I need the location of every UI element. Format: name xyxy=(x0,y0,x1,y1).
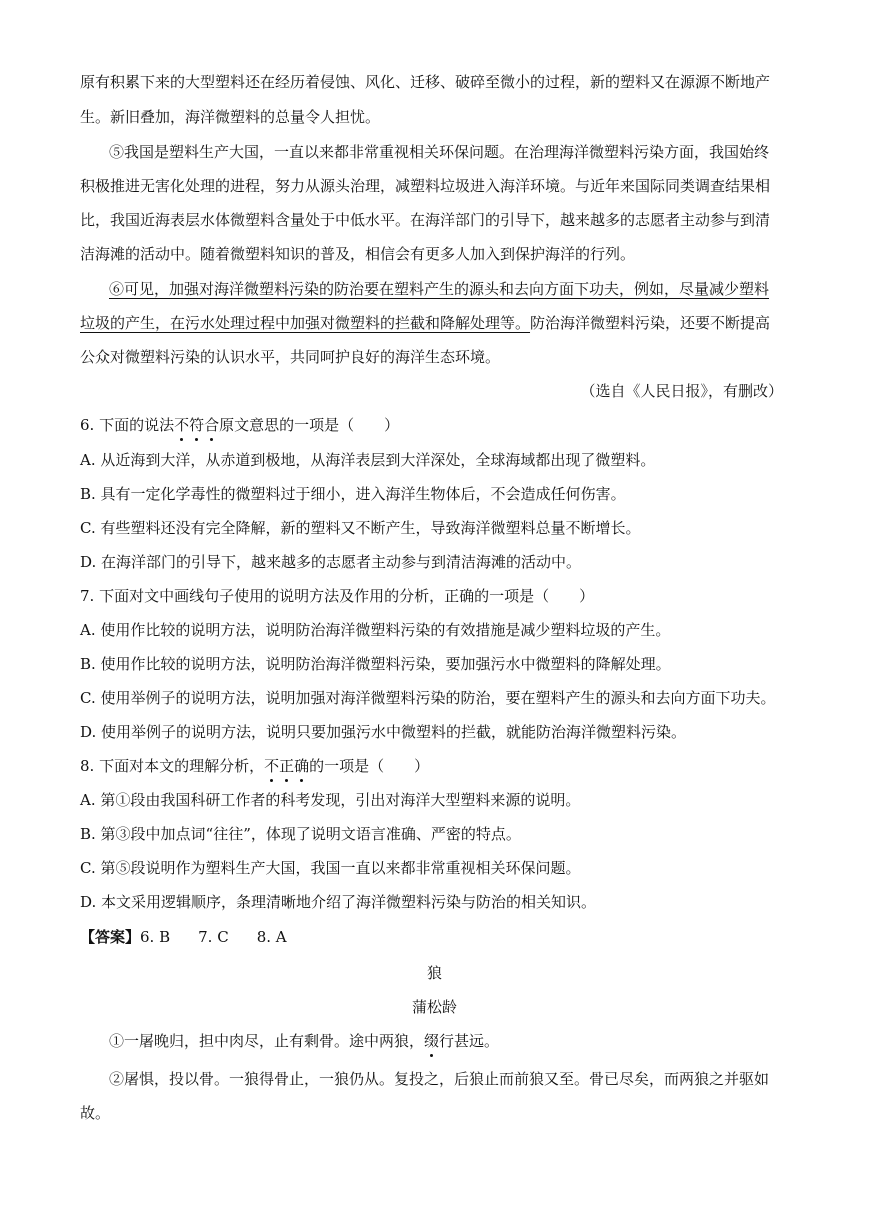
paragraph-5-line-1: ⑤我国是塑料生产大国，一直以来都非常重视相关环保问题。在治理海洋微塑料污染方面，我国始终 xyxy=(109,143,770,161)
paragraph-4-line-1: 原有积累下来的大型塑料还在经历着侵蚀、风化、迁移、破碎至微小的过程，新的塑料又在源源不断地产 xyxy=(80,73,771,91)
paragraph-6-line-2-rest: 防治海洋微塑料污染，还要不断提高 xyxy=(530,314,771,332)
question-7-option-d: D. 使用举例子的说明方法，说明只要加强污水中微塑料的拦截，就能防治海洋微塑料污染。 xyxy=(80,723,687,741)
question-6-stem-pre: 6. 下面的说法 xyxy=(80,416,175,434)
answer-label: 【答案】 xyxy=(80,928,141,946)
question-7-option-a: A. 使用作比较的说明方法，说明防治海洋微塑料污染的有效措施是减少塑料垃圾的产生。 xyxy=(80,621,671,639)
question-6-option-c: C. 有些塑料还没有完全降解，新的塑料又不断产生，导致海洋微塑料总量不断增长。 xyxy=(80,519,641,537)
question-6-stem xyxy=(80,414,790,436)
paragraph-6-line-2 xyxy=(80,312,790,334)
question-7-stem: 7. 下面对文中画线句子使用的说明方法及作用的分析，正确的一项是（ ） xyxy=(80,587,595,605)
question-8-stem-post: 的一项是（ ） xyxy=(309,757,430,775)
question-6-stem-post: 原文意思的一项是（ ） xyxy=(219,416,400,434)
emphasis-dot-char: 合 xyxy=(204,416,220,434)
question-7-option-b: B. 使用作比较的说明方法，说明防治海洋微塑料污染，要加强污水中微塑料的降解处理。 xyxy=(80,655,671,673)
source-citation: （选自《人民日报》，有删改） xyxy=(580,382,783,400)
emphasis-dot-char: 符 xyxy=(189,416,205,434)
emphasis-dot-char: 不 xyxy=(174,416,190,434)
paragraph-5-line-4: 洁海滩的活动中。随着微塑料知识的普及，相信会有更多人加入到保护海洋的行列。 xyxy=(80,245,636,263)
question-8-option-c: C. 第⑤段说明作为塑料生产大国，我国一直以来都非常重视相关环保问题。 xyxy=(80,859,581,877)
question-6-option-b: B. 具有一定化学毒性的微塑料过于细小，进入海洋生物体后，不会造成任何伤害。 xyxy=(80,485,626,503)
paragraph-5-line-2: 积极推进无害化处理的进程，努力从源头治理，减塑料垃圾进入海洋环境。与近年来国际同类调查结果相 xyxy=(80,177,771,195)
poem-paragraph-1-pre: ①一屠晚归，担中肉尽，止有剩骨。途中两狼， xyxy=(109,1032,425,1050)
poem-paragraph-2-line-1: ②屠惧，投以骨。一狼得骨止，一狼仍从。复投之，后狼止而前狼又至。骨已尽矣，而两狼之并驱如 xyxy=(109,1070,770,1088)
emphasis-dot-char: 不 xyxy=(264,757,280,775)
poem-paragraph-1-post: 行甚远。 xyxy=(439,1032,500,1050)
question-8-stem xyxy=(80,755,790,777)
answer-6: 6. B xyxy=(140,928,171,946)
paragraph-6-line-3: 公众对微塑料污染的认识水平，共同呵护良好的海洋生态环境。 xyxy=(80,348,501,366)
question-6-option-a: A. 从近海到大洋，从赤道到极地，从海洋表层到大洋深处，全球海域都出现了微塑料。 xyxy=(80,451,656,469)
paragraph-4-line-2: 生。新旧叠加，海洋微塑料的总量令人担忧。 xyxy=(80,108,381,126)
poem-paragraph-1 xyxy=(109,1030,789,1052)
question-7-option-c: C. 使用举例子的说明方法，说明加强对海洋微塑料污染的防治，要在塑料产生的源头和去向方面下功夫。 xyxy=(80,689,776,707)
poem-title: 狼 xyxy=(426,964,442,982)
paragraph-6-line-1: ⑥可见，加强对海洋微塑料污染的防治要在塑料产生的源头和去向方面下功夫，例如，尽量减少塑料 xyxy=(109,280,770,298)
question-8-option-b: B. 第③段中加点词“往往”，体现了说明文语言准确、严密的特点。 xyxy=(80,825,521,843)
answer-line xyxy=(80,926,790,948)
answer-8: 8. A xyxy=(256,928,287,946)
answer-7: 7. C xyxy=(198,928,229,946)
question-8-option-a: A. 第①段由我国科研工作者的科考发现，引出对海洋大型塑料来源的说明。 xyxy=(80,791,581,809)
underlined-sentence: 垃圾的产生，在污水处理过程中加强对微塑料的拦截和降解处理等。 xyxy=(80,314,531,332)
paragraph-5-line-3: 比，我国近海表层水体微塑料含量处于中低水平。在海洋部门的引导下，越来越多的志愿者主动参与到清 xyxy=(80,211,771,229)
emphasis-dot-char: 正 xyxy=(279,757,295,775)
question-6-option-d: D. 在海洋部门的引导下，越来越多的志愿者主动参与到清洁海滩的活动中。 xyxy=(80,553,582,571)
poem-paragraph-2-line-2: 故。 xyxy=(80,1104,111,1122)
question-8-option-d: D. 本文采用逻辑顺序，条理清晰地介绍了海洋微塑料污染与防治的相关知识。 xyxy=(80,893,597,911)
poem-author: 蒲松龄 xyxy=(411,998,457,1016)
emphasis-dot-char: 确 xyxy=(294,757,310,775)
question-8-stem-pre: 8. 下面对本文的理解分析， xyxy=(80,757,265,775)
emphasis-dot-char: 缀 xyxy=(424,1032,440,1050)
